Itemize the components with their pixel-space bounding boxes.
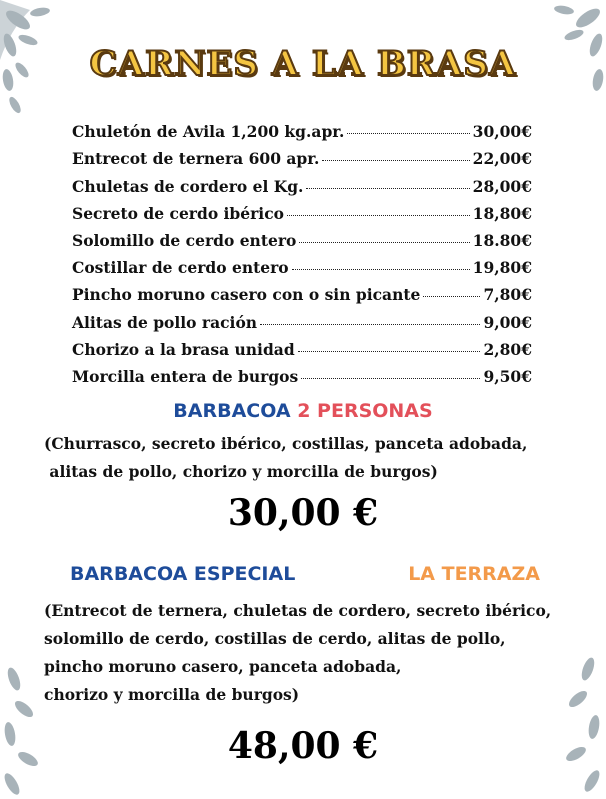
menu-item-name: Chuletas de cordero el Kg.	[72, 176, 304, 196]
menu-item	[72, 196, 532, 223]
menu-item	[72, 168, 532, 195]
description-line: (Churrasco, secreto ibérico, costillas, panceta adobada,	[44, 434, 528, 453]
leader-dots	[347, 133, 469, 134]
especial-title-part2: LA TERRAZA	[408, 563, 540, 585]
menu-item	[72, 359, 532, 386]
especial-description	[44, 597, 584, 709]
leader-dots	[423, 296, 480, 297]
description-line: pincho moruno casero, panceta adobada,	[44, 657, 402, 676]
especial-title-part1: BARBACOA ESPECIAL	[70, 563, 296, 585]
menu-item-name: Pincho moruno casero con o sin picante	[72, 285, 421, 305]
menu-item-name: Solomillo de cerdo entero	[72, 230, 297, 250]
menu-item	[72, 223, 532, 250]
menu-item-price: 18.80€	[472, 230, 532, 250]
description-line: chorizo y morcilla de burgos)	[44, 685, 300, 704]
leader-dots	[292, 269, 470, 270]
description-line: solomillo de cerdo, costillas de cerdo, alitas de pollo,	[44, 629, 506, 648]
barbacoa-description	[44, 430, 564, 486]
leader-dots	[287, 215, 470, 216]
leader-dots	[301, 378, 480, 379]
barbacoa-title	[0, 400, 606, 422]
menu-item	[72, 332, 532, 359]
menu-item	[72, 277, 532, 304]
barbacoa-title-part2: 2 PERSONAS	[297, 400, 433, 422]
especial-title	[70, 563, 540, 585]
leader-dots	[306, 188, 469, 189]
menu-item	[72, 141, 532, 168]
menu-item-price: 18,80€	[472, 203, 532, 223]
barbacoa-title-part1: BARBACOA	[173, 400, 291, 422]
description-line: (Entrecot de ternera, chuletas de cordero, secreto ibérico,	[44, 601, 552, 620]
menu-list	[72, 114, 532, 386]
menu-item-name: Costillar de cerdo entero	[72, 258, 289, 278]
menu-item-name: Secreto de cerdo ibérico	[72, 203, 284, 223]
menu-item-price: 22,00€	[472, 149, 532, 169]
menu-item-price: 30,00€	[472, 122, 532, 142]
menu-item	[72, 114, 532, 141]
menu-item-price: 2,80€	[483, 339, 532, 359]
menu-item-name: Entrecot de ternera 600 apr.	[72, 149, 320, 169]
menu-item-name: Chorizo a la brasa unidad	[72, 339, 295, 359]
menu-item-name: Alitas de pollo ración	[72, 312, 258, 332]
leader-dots	[299, 242, 469, 243]
menu-item	[72, 304, 532, 331]
menu-item-name: Morcilla entera de burgos	[72, 366, 299, 386]
barbacoa-price: 30,00 €	[227, 492, 379, 534]
leader-dots	[298, 351, 481, 352]
menu-item	[72, 250, 532, 277]
menu-item-price: 9,00€	[483, 312, 532, 332]
leader-dots	[322, 160, 469, 161]
leader-dots	[260, 324, 480, 325]
menu-item-price: 19,80€	[472, 258, 532, 278]
especial-price: 48,00 €	[227, 725, 379, 767]
menu-item-price: 28,00€	[472, 176, 532, 196]
menu-item-price: 9,50€	[483, 366, 532, 386]
menu-item-name: Chuletón de Avila 1,200 kg.apr.	[72, 122, 345, 142]
description-line: alitas de pollo, chorizo y morcilla de burgos)	[44, 462, 438, 481]
menu-item-price: 7,80€	[483, 285, 532, 305]
page-title: CARNES A LA BRASA	[89, 44, 517, 84]
